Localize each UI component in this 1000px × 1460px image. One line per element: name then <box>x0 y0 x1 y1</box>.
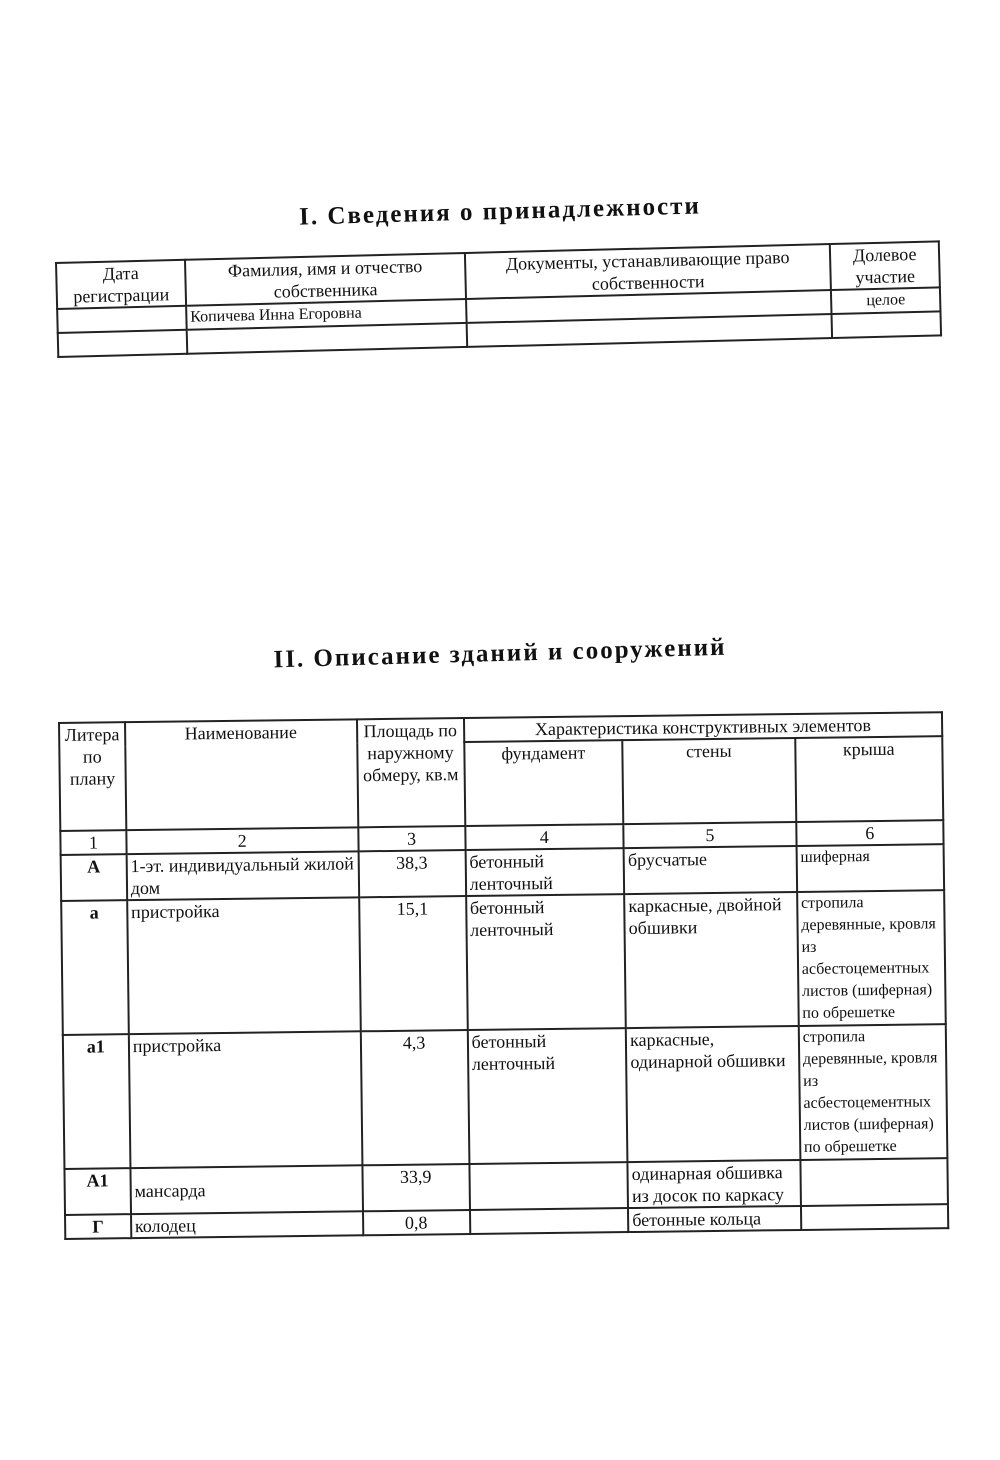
header-roof: крыша <box>795 736 943 822</box>
header-area: Площадь по наружному обмеру, кв.м <box>357 718 465 827</box>
cell-area: 33,9 <box>362 1164 470 1211</box>
col-num: 2 <box>126 827 358 854</box>
header-walls: стены <box>622 738 796 824</box>
cell-walls: каркасные, двойной обшивки <box>624 892 798 1028</box>
ownership-table <box>55 240 942 358</box>
cell-share: целое <box>831 287 940 314</box>
cell-litera: а <box>61 900 128 1035</box>
cell-roof: стропила деревянные, кровля из асбестоцементных листов (шиферная) по обрешетке <box>797 890 946 1026</box>
cell-name: 1-эт. индивидуальный жилой дом <box>126 851 358 900</box>
cell-share <box>832 311 941 338</box>
header-share: Долевое участие <box>830 241 940 290</box>
cell-roof <box>800 1158 948 1206</box>
cell-litera: Г <box>65 1214 131 1239</box>
cell-walls: брусчатые <box>624 846 797 894</box>
cell-date <box>58 330 187 357</box>
cell-walls: бетонные кольца <box>628 1206 801 1232</box>
cell-roof: шиферная <box>796 844 944 892</box>
col-num: 5 <box>623 822 796 848</box>
col-num: 1 <box>60 830 126 855</box>
cell-foundation: бетонный ленточный <box>466 894 626 1030</box>
cell-foundation: бетонный ленточный <box>465 848 624 896</box>
cell-foundation: бетонный ленточный <box>467 1028 627 1164</box>
cell-owner: Копичева Инна Егоровна <box>186 299 466 330</box>
header-litera: Литера по плану <box>59 722 126 831</box>
section2-title: II. Описание зданий и сооружений <box>273 633 727 674</box>
header-docs: Документы, устанавливающие право собственности <box>465 244 831 299</box>
cell-litera: А1 <box>64 1168 130 1215</box>
col-num: 3 <box>358 826 465 851</box>
cell-litera: А <box>61 854 127 901</box>
cell-roof: стропила деревянные, кровля из асбестоцементных листов (шиферная) по обрешетке <box>799 1024 948 1160</box>
col-num: 4 <box>465 824 624 850</box>
cell-name: пристройка <box>129 1031 362 1168</box>
header-characteristics: Характеристика конструктивных элементов <box>464 712 943 742</box>
cell-name: пристройка <box>127 897 360 1034</box>
cell-date <box>57 306 186 333</box>
table-row <box>63 1024 948 1169</box>
cell-litera: а1 <box>63 1034 130 1169</box>
header-foundation: фундамент <box>464 740 624 826</box>
header-name: Наименование <box>125 719 358 830</box>
header-owner: Фамилия, имя и отчество собственника <box>185 253 466 306</box>
cell-walls: одинарная обшивка из досок по каркасу <box>628 1160 801 1208</box>
table-row <box>61 890 946 1035</box>
cell-area: 0,8 <box>363 1210 470 1235</box>
cell-foundation <box>469 1162 628 1210</box>
col-num: 6 <box>796 820 944 846</box>
section1-title: I. Сведения о принадлежности <box>298 192 702 231</box>
cell-area: 38,3 <box>358 850 466 897</box>
cell-foundation <box>470 1208 629 1234</box>
cell-area: 4,3 <box>360 1030 469 1165</box>
cell-walls: каркасные, одинарной обшивки <box>626 1026 800 1162</box>
buildings-table <box>58 711 949 1240</box>
cell-name: колодец <box>131 1211 363 1238</box>
cell-name: мансарда <box>130 1165 362 1214</box>
header-date: Дата регистрации <box>56 260 186 309</box>
cell-area: 15,1 <box>359 896 468 1031</box>
cell-roof <box>801 1204 949 1230</box>
